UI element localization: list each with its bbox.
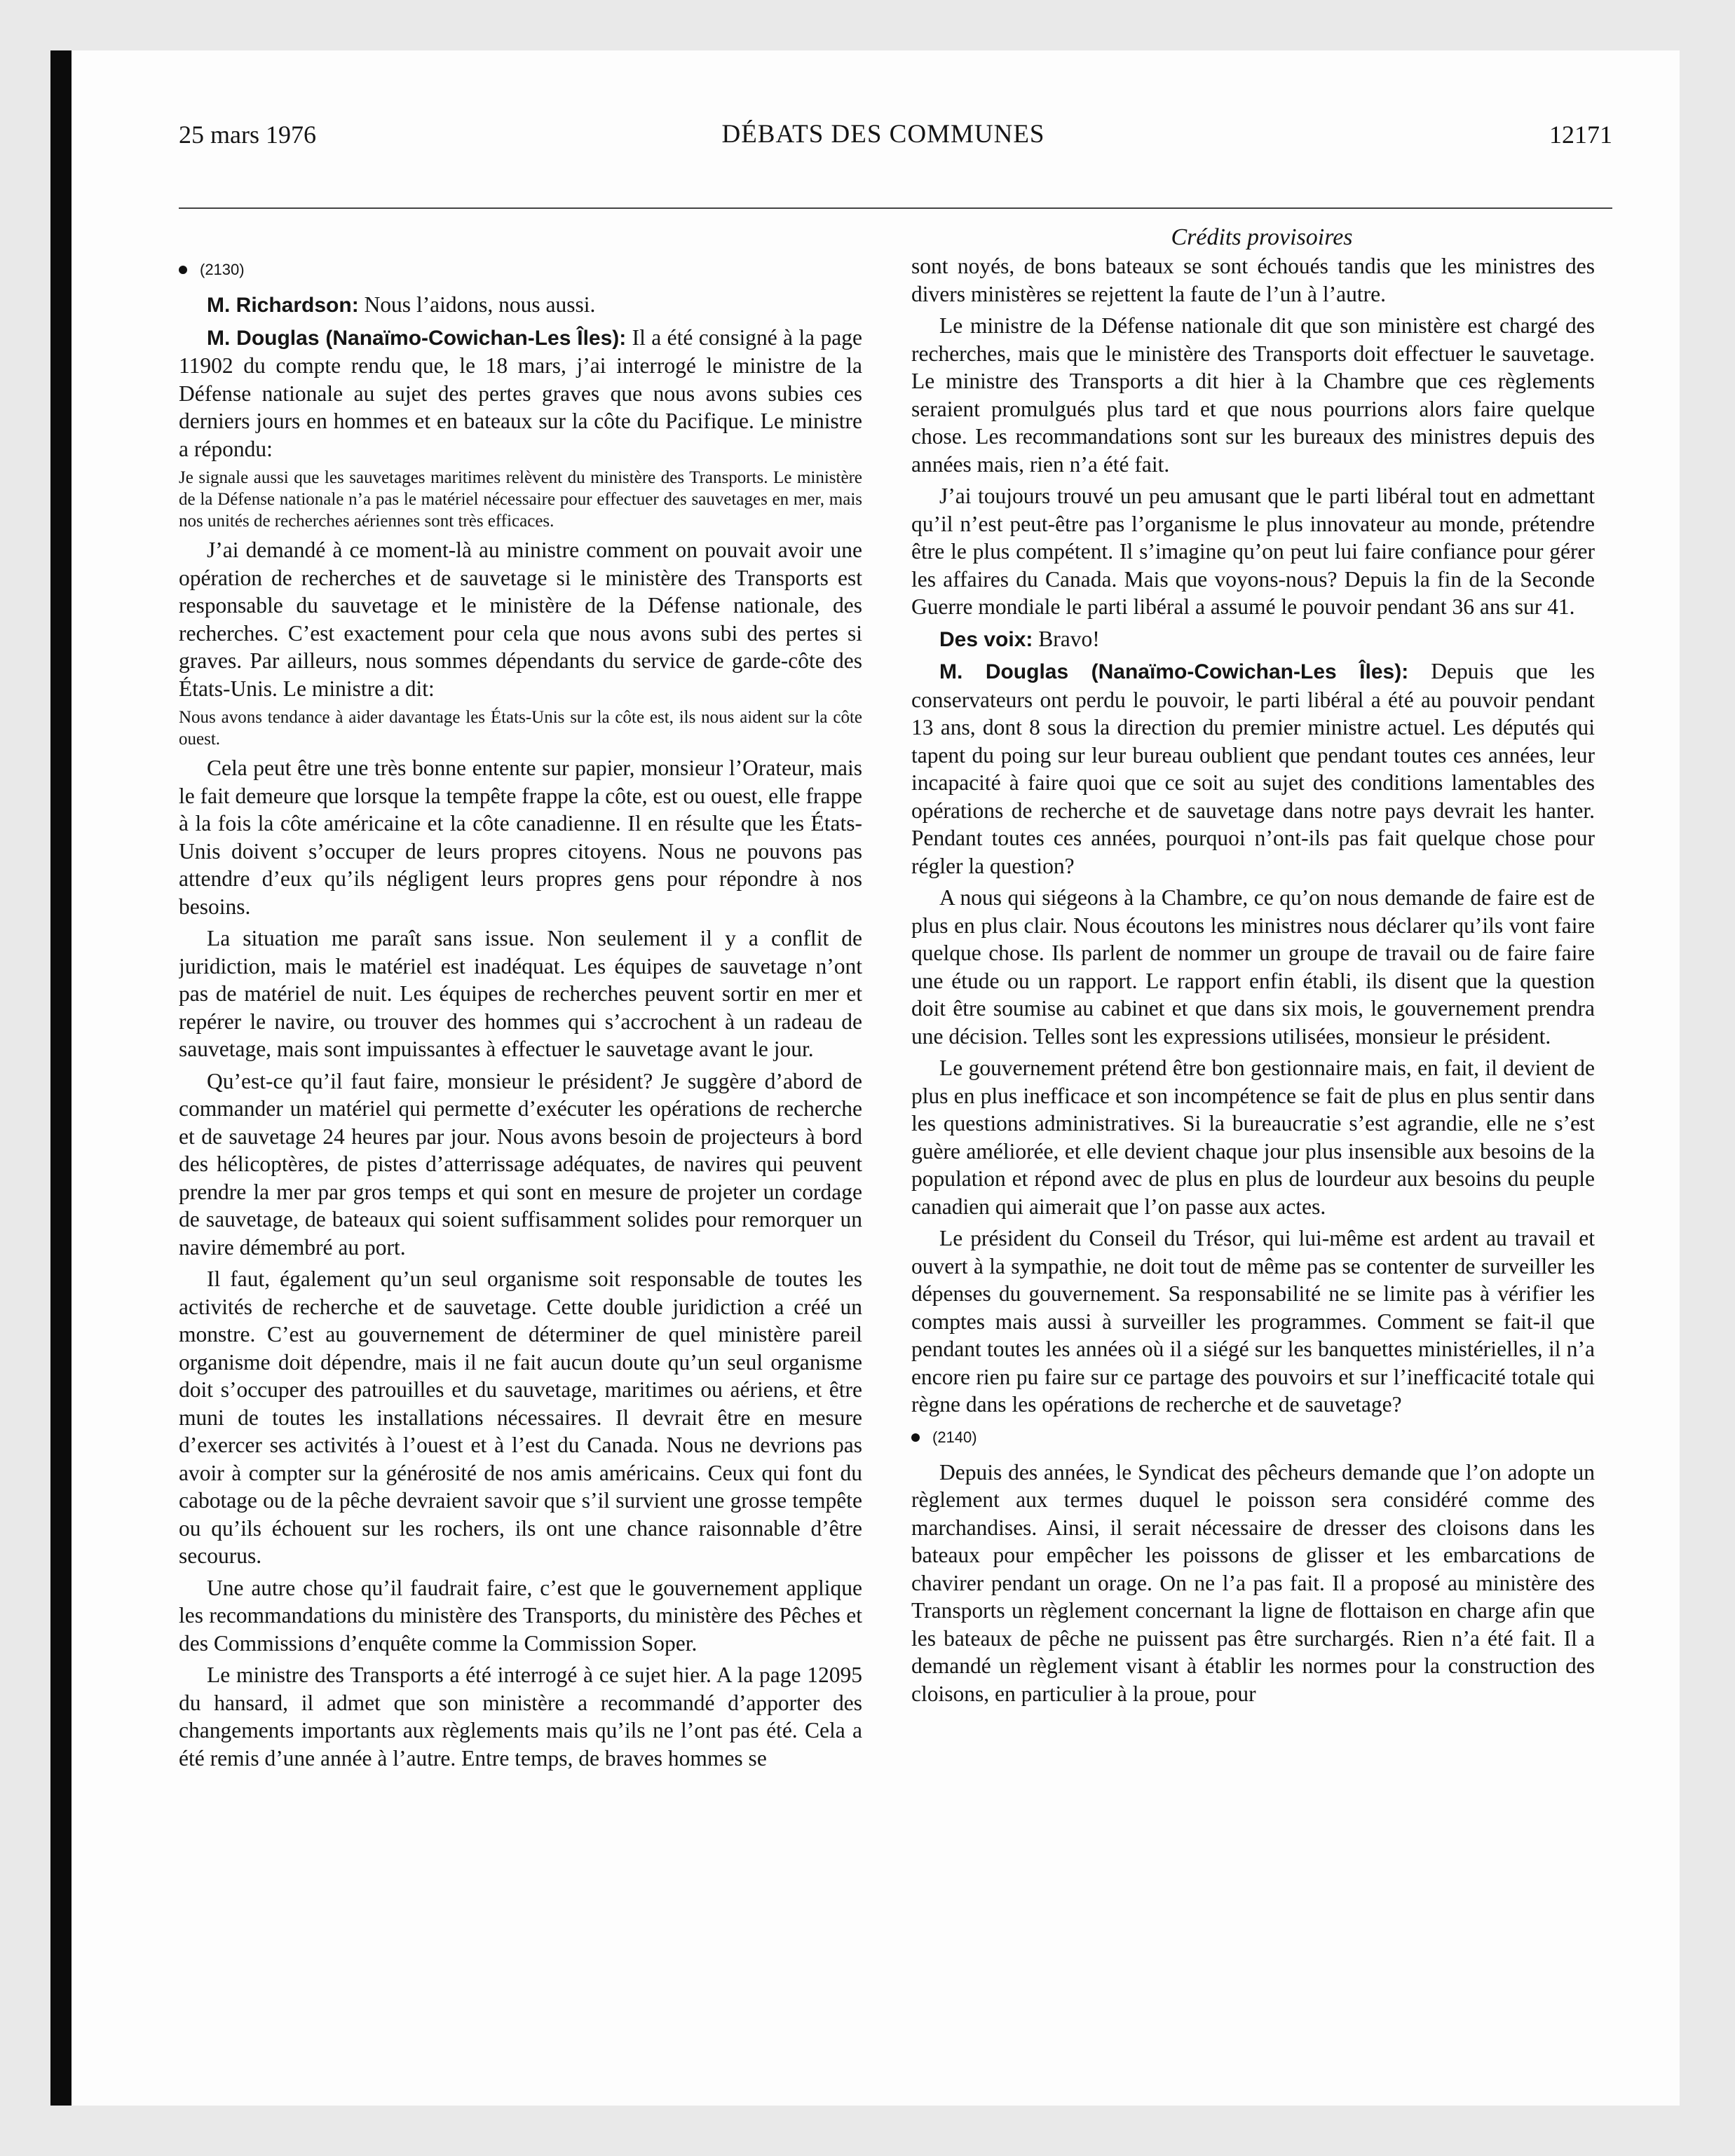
left-column xyxy=(179,252,862,2019)
paragraph: La situation me paraît sans issue. Non seulement il y a conflit de juridiction, mais le matériel est inadéquat. Les équipes de sauvetage n’ont pas de matériel de nuit. Les équipes de recherches peuvent sortir en mer et repérer le navire, ou trouver des hommes qui s’accrochent à un radeau de sauvetage, mais sont impuissantes à effectuer le sauvetage avant le jour. xyxy=(179,926,862,1062)
paragraph: sont noyés, de bons bateaux se sont échoués tandis que les ministres des divers ministères se rejettent la faute de l’un à l’autre. xyxy=(911,254,1595,306)
quotation: Nous avons tendance à aider davantage les États-Unis sur la côte est, ils nous aident sur la côte ouest. xyxy=(179,708,862,749)
page-title: DÉBATS DES COMMUNES xyxy=(721,120,1045,149)
right-column xyxy=(911,252,1595,2019)
time-marker-text: (2130) xyxy=(200,261,245,279)
paragraph xyxy=(179,324,862,463)
header-rule xyxy=(179,207,1612,209)
speaker-name: M. Richardson: xyxy=(207,294,359,318)
paragraph: Il faut, également qu’un seul organisme soit responsable de toutes les activités de recherche et de sauvetage. Cette double juridiction a créé un monstre. C’est au gouvernement de déterminer de quel ministère pareil organisme doit dépendre, mais il ne fait aucun doute qu’un seul organisme doit s’occuper des patrouilles et du sauvetage, maritimes ou aériens, et être muni de toutes les installations nécessaires. Il devrait être en mesure d’exercer ses activités à l’ouest et à l’est du Canada. Nous ne devrions pas avoir à compter sur la générosité de nos amis américains. Ceux qui font du cabotage ou de la pêche devraient savoir que s’il survient une grosse tempête ou qu’ils échouent sur les rochers, ils ont une chance raisonnable d’être secourus. xyxy=(179,1267,862,1569)
bullet-icon xyxy=(911,1433,920,1442)
paragraph: Le ministre des Transports a été interrogé à ce sujet hier. A la page 12095 du hansard, il admet que son ministère a recommandé d’apporter des changements importants aux règlements mais qu’ils ne l’ont pas été. Cela a été remis d’une année à l’autre. Entre temps, de braves hommes se xyxy=(179,1663,862,1770)
page-number: 12171 xyxy=(1549,121,1612,149)
paragraph: Le ministre de la Défense nationale dit que son ministère est chargé des recherches, mais que le ministère des Transports doit effectuer le sauvetage. Le ministre des Transports a dit hier à la Chambre que ces règlements seraient promulgués plus tard et que nous pourrions alors faire quelque chose. Les recommandations sont sur les bureaux des ministres depuis des années mais, rien n’a été fait. xyxy=(911,313,1595,477)
paragraph: Le gouvernement prétend être bon gestionnaire mais, en fait, il devient de plus en plus inefficace et son incompétence se fait de plus en plus sentir dans les questions administratives. Si la bureaucratie s’est agrandie, elle ne s’est guère améliorée, et elle devient chaque jour plus insensible aux besoins de la population et répond avec de plus en plus de lourdeur aux besoins du peuple canadien qui aimerait que l’on passe aux actes. xyxy=(911,1056,1595,1219)
paragraph: Une autre chose qu’il faudrait faire, c’est que le gouvernement applique les recommandations du ministère des Transports, du ministère des Pêches et des Commissions d’enquête comme la Commission Soper. xyxy=(179,1575,862,1656)
paragraph: Depuis des années, le Syndicat des pêcheurs demande que l’on adopte un règlement aux termes duquel le poisson sera considéré comme des marchandises. Ainsi, il serait nécessaire de dresser des cloisons dans les bateaux pour empêcher les poissons de glisser et les embarcations de chavirer pendant un orage. On ne l’a pas fait. Il a proposé au ministère des Transports un règlement concernant la ligne de flottaison en charge afin que les bateaux de pêche ne puissent pas être surchargés. Rien n’a été fait. Il a demandé un règlement visant à établir les normes pour la construction des cloisons, en particulier à la proue, pour xyxy=(911,1459,1595,1706)
time-marker xyxy=(179,255,862,284)
paragraph: Qu’est-ce qu’il faut faire, monsieur le président? Je suggère d’abord de commander un matériel qui permette d’exécuter les opérations de recherche et de sauvetage 24 heures par jour. Nous avons besoin de projecteurs à bord des hélicoptères, de pistes d’atterrissage adéquates, de navires qui peuvent prendre la mer par gros temps et qui sont en mesure de projeter un cordage de sauvetage, de bateaux qui soient suffisamment solides pour remorquer un navire démembré au port. xyxy=(179,1068,862,1260)
paragraph: J’ai toujours trouvé un peu amusant que le parti libéral tout en admettant qu’il n’est peut-être pas l’organisme le plus innovateur au monde, prétendre être le plus compétent. Il s’imagine qu’on peut lui faire confiance pour gérer les affaires du Canada. Mais que voyons-nous? Depuis la fin de la Seconde Guerre mondiale le parti libéral a assumé le pouvoir pendant 36 ans sur 41. xyxy=(911,484,1595,619)
paragraph xyxy=(179,291,862,320)
paragraph: J’ai demandé à ce moment-là au ministre comment on pouvait avoir une opération de recherches et de sauvetage si le ministère des Transports est responsable du sauvetage et le ministère de la Défense nationale, des recherches. C’est exactement pour cela que nous avons subi des pertes si graves. Par ailleurs, nous sommes dépendants du service de garde-côte des États-Unis. Le ministre a dit: xyxy=(179,538,862,701)
page-date: 25 mars 1976 xyxy=(179,121,316,149)
section-title: Crédits provisoires xyxy=(1171,224,1353,250)
speaker-name: M. Douglas (Nanaïmo-Cowichan-Les Îles): xyxy=(939,660,1409,683)
scan-edge xyxy=(50,50,72,2106)
paragraph xyxy=(911,625,1595,654)
time-marker-text: (2140) xyxy=(932,1428,977,1446)
bullet-icon xyxy=(179,266,187,274)
paragraph: Cela peut être une très bonne entente sur papier, monsieur l’Orateur, mais le fait demeure que lorsque la tempête frappe la côte, est ou ouest, elle frappe à la fois la côte américaine et la côte canadienne. Il en résulte que les États-Unis doivent s’occuper de leurs propres citoyens. Nous ne pouvons pas attendre d’eux qu’ils négligent leurs propres gens pour répondre à nos besoins. xyxy=(179,756,862,919)
speaker-name: M. Douglas (Nanaïmo-Cowichan-Les Îles): xyxy=(207,326,627,350)
paragraph xyxy=(911,657,1595,880)
time-marker xyxy=(911,1423,1595,1452)
paragraph: A nous qui siégeons à la Chambre, ce qu’on nous demande de faire est de plus en plus clair. Nous écoutons les ministres nous déclarer qu’ils vont faire quelque chose. Ils parlent de nommer un groupe de travail ou de faire faire une étude ou un rapport. Le rapport enfin établi, ils disent que la question doit être soumise au cabinet et que dans six mois, le gouvernement prendra une décision. Telles sont les expressions utilisées, monsieur le président. xyxy=(911,885,1595,1049)
quotation: Je signale aussi que les sauvetages maritimes relèvent du ministère des Transports. Le ministère de la Défense nationale n’a pas le matériel nécessaire pour effectuer des sauvetages en mer, mais nos unités de recherches aériennes sont très efficaces. xyxy=(179,468,862,531)
paragraph-text: Nous l’aidons, nous aussi. xyxy=(358,292,596,318)
speaker-name: Des voix: xyxy=(939,627,1033,651)
paragraph-text: Bravo! xyxy=(1033,626,1100,651)
paragraph-text: Il a été consigné à la page 11902 du compte rendu que, le 18 mars, j’ai interrogé le ministre de la Défense nationale au sujet des pertes graves que nous avons subies ces derniers jours en hommes et en bateaux sur la côte du Pacifique. Le ministre a répondu: xyxy=(179,325,862,461)
paragraph: Le président du Conseil du Trésor, qui lui-même est ardent au travail et ouvert à la sympathie, ne doit tout de même pas se contenter de surveiller les dépenses du gouvernement. Sa responsabilité ne se limite pas à vérifier les comptes mais aussi à surveiller les programmes. Comment se fait-il que pendant toutes les années où il a siégé sur les banquettes ministérielles, il n’a encore rien pu faire sur ce partage des pouvoirs et sur l’inefficacité totale qui règne dans les opérations de recherche et de sauvetage? xyxy=(911,1226,1595,1417)
paragraph-text: Depuis que les conservateurs ont perdu le pouvoir, le parti libéral a été au pouvoir pendant 13 ans, dont 8 sous la direction du premier ministre actuel. Les députés qui tapent du poing sur leur bureau oublient que pendant toutes ces années, leur incapacité à faire quoi que ce soit au sujet des conditions lamentables des opérations de recherche et de sauvetage dans notre pays devrait les hanter. Pendant toutes ces années, pourquoi n’ont-ils pas fait quelque chose pour régler la question? xyxy=(911,659,1595,878)
